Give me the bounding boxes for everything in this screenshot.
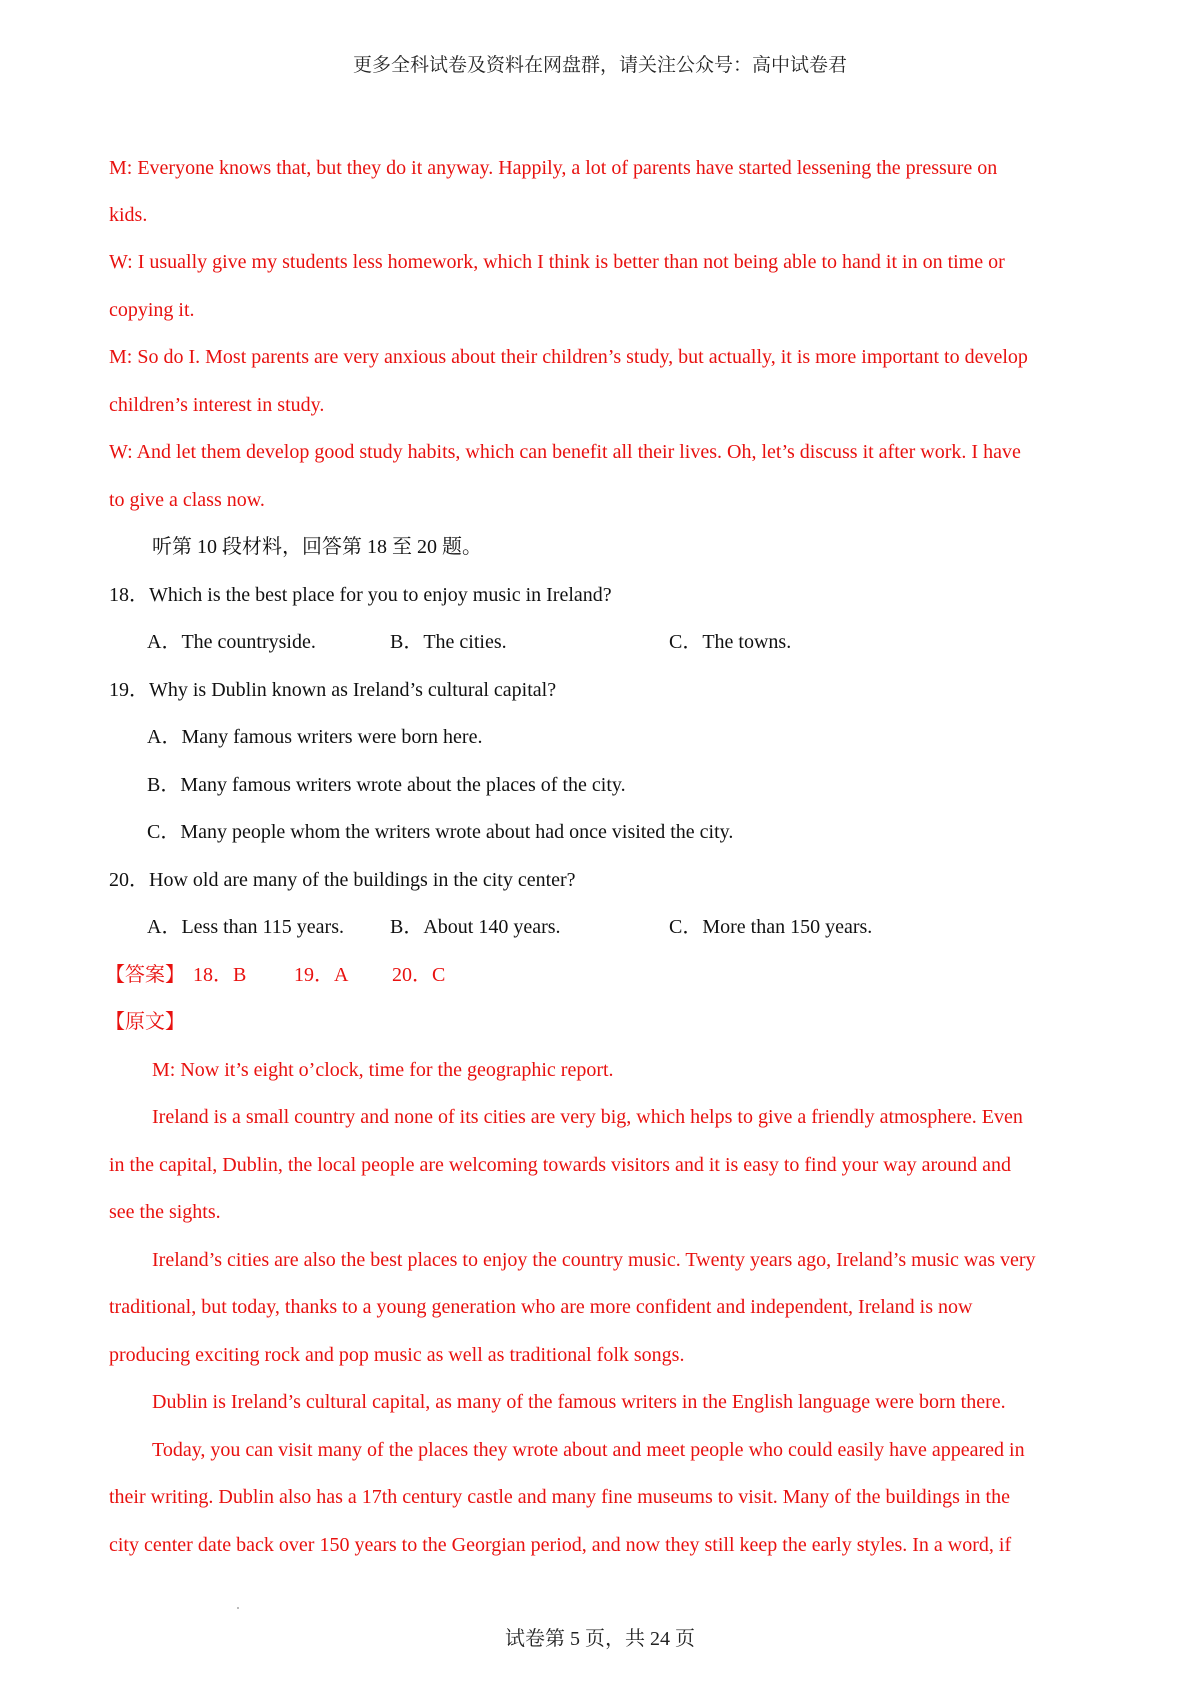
dialogue-line: M: So do I. Most parents are very anxious about their children’s study, but actually, it is more important to develop (109, 346, 1028, 368)
transcript-line: Ireland is a small country and none of its cities are very big, which helps to give a friendly atmosphere. Even (152, 1106, 1023, 1128)
question-20-stem: 20．How old are many of the buildings in the city center? (109, 869, 576, 891)
question-18-option-c: C．The towns. (669, 631, 792, 653)
answer-item-20: 20．C (392, 964, 446, 986)
page-header: 更多全科试卷及资料在网盘群，请关注公众号：高中试卷君 (352, 55, 847, 76)
transcript-line: Dublin is Ireland’s cultural capital, as many of the famous writers in the English language were born there. (152, 1391, 1006, 1413)
answer-label: 【答案】 (105, 964, 185, 986)
page-footer: 试卷第 5 页，共 24 页 (505, 1628, 695, 1650)
transcript-line: Today, you can visit many of the places they wrote about and meet people who could easily have appeared in (152, 1439, 1025, 1461)
dialogue-line: copying it. (109, 299, 195, 321)
transcript-line: in the capital, Dublin, the local people are welcoming towards visitors and it is easy to find your way around and (109, 1154, 1011, 1176)
dialogue-line: M: Everyone knows that, but they do it anyway. Happily, a lot of parents have started lessening the pressure on (109, 157, 998, 179)
transcript-line: their writing. Dublin also has a 17th century castle and many fine museums to visit. Many of the buildings in the (109, 1486, 1010, 1508)
transcript-line: traditional, but today, thanks to a young generation who are more confident and independent, Ireland is now (109, 1296, 973, 1318)
question-18-option-a: A．The countryside. (147, 631, 316, 653)
question-18-option-b: B．The cities. (390, 631, 507, 653)
question-19-option-c: C．Many people whom the writers wrote about had once visited the city. (147, 821, 734, 843)
dialogue-line: W: I usually give my students less homework, which I think is better than not being able to hand it in on time or (109, 251, 1005, 273)
transcript-line: M: Now it’s eight o’clock, time for the geographic report. (152, 1059, 614, 1081)
answer-item-19: 19．A (294, 964, 349, 986)
transcript-label: 【原文】 (105, 1011, 185, 1033)
question-20-option-b: B．About 140 years. (390, 916, 561, 938)
question-18-stem: 18．Which is the best place for you to enjoy music in Ireland? (109, 584, 612, 606)
question-19-option-b: B．Many famous writers wrote about the places of the city. (147, 774, 626, 796)
answer-item-18: 18．B (193, 964, 247, 986)
dialogue-line: to give a class now. (109, 489, 265, 511)
question-19-stem: 19．Why is Dublin known as Ireland’s cultural capital? (109, 679, 557, 701)
section-instruction: 听第 10 段材料，回答第 18 至 20 题。 (152, 536, 482, 558)
dialogue-line: W: And let them develop good study habits, which can benefit all their lives. Oh, let’s discuss it after work. I have (109, 441, 1021, 463)
transcript-line: see the sights. (109, 1201, 221, 1223)
dialogue-line: children’s interest in study. (109, 394, 325, 416)
question-20-option-c: C．More than 150 years. (669, 916, 873, 938)
question-20-option-a: A．Less than 115 years. (147, 916, 344, 938)
transcript-line: city center date back over 150 years to the Georgian period, and now they still keep the early styles. In a word, if (109, 1534, 1012, 1556)
scan-speck (237, 1607, 239, 1609)
transcript-line: producing exciting rock and pop music as well as traditional folk songs. (109, 1344, 685, 1366)
dialogue-line: kids. (109, 204, 148, 226)
transcript-line: Ireland’s cities are also the best places to enjoy the country music. Twenty years ago, Ireland’s music was very (152, 1249, 1036, 1271)
question-19-option-a: A．Many famous writers were born here. (147, 726, 483, 748)
